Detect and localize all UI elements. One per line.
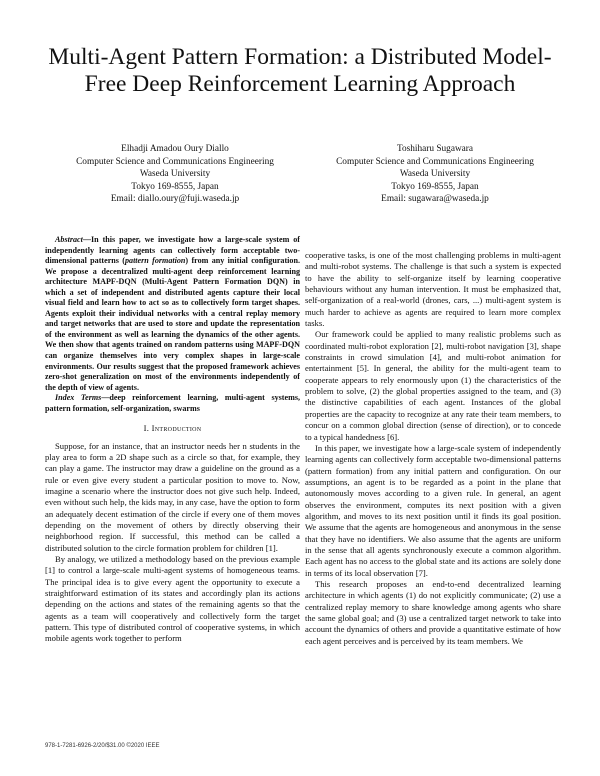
- left-column: [45, 235, 300, 645]
- author-email: Email: diallo.oury@fuji.waseda.jp: [110, 194, 240, 205]
- body-paragraph: cooperative tasks, is one of the most challenging problems in multi-agent and multi-robot systems. The challenge is that such a system is expected to have the ability to self-organize itself by learning cooperative behaviours without any human intervention. It must be emphasized that, self-organization of a real-world (drones, cars, ...) multi-agent system is much harder to achieve as agents are required to learn more complex tasks.: [305, 250, 561, 329]
- section-heading-introduction: I. Introduction: [143, 423, 202, 434]
- author-address: Tokyo 169-8555, Japan: [131, 181, 219, 192]
- author-department: Computer Science and Communications Engineering: [76, 156, 274, 167]
- index-terms-text: —deep reinforcement learning, multi-agent systems, pattern formation, self-organization, swarms: [45, 393, 300, 413]
- abstract-lead: Abstract: [55, 235, 83, 244]
- abstract-emphasis: pattern formation: [124, 256, 186, 266]
- paper-title: Multi-Agent Pattern Formation: a Distributed Model-Free Deep Reinforcement Learning Approach: [48, 44, 552, 97]
- index-terms-lead: Index Terms: [55, 393, 102, 403]
- author-block-2: [300, 143, 570, 206]
- copyright-footer: 978-1-7281-6926-2/20/$31.00 ©2020 IEEE: [45, 743, 160, 749]
- author-university: Waseda University: [399, 169, 471, 180]
- body-paragraph: In this paper, we investigate how a large-scale system of independently learning agents can collectively form acceptable two-dimensional patterns (pattern formation) from any initial pattern and configuration. On our assumptions, an agent is to be regarded as a point in the plane that autonomously moves according to a given rule. In general, an agent observes the environment, computes its next position with a given algorithm, and moves to its next position until it finds its goal position. We assume that the agents are homogeneous and anonymous in the sense that they have no identifiers. We also assume that the agents are uniform in the sense that all agents synchronously execute a common algorithm. Each agent has no access to the global state and its actions are solely done in terms of its local observation [7].: [305, 442, 561, 578]
- author-address: Tokyo 169-8555, Japan: [391, 181, 479, 192]
- author-department: Computer Science and Communications Engineering: [336, 156, 534, 167]
- author-name: Elhadji Amadou Oury Diallo: [121, 144, 229, 154]
- body-paragraph: Our framework could be applied to many realistic problems such as coordinated multi-robot exploration [2], multi-robot navigation [3], shape constraints in crowd simulation [4], and multi-robot animation for entertainment [5]. In general, the ability for the multi-agent team to cooperate appears to rely enormously upon (1) the characteristics of the problem to solve, (2) the global properties assigned to the team, and (3) the distinctive capabilities of each agent. Instances of the global properties are the capacity to recognize at any rate their team members, to concur on a common global direction (sense of direction), or to concede to a typical handedness [6].: [305, 329, 561, 442]
- right-column: [305, 250, 561, 647]
- author-university: Waseda University: [139, 169, 211, 180]
- author-email: Email: sugawara@waseda.jp: [381, 194, 489, 205]
- body-paragraph: This research proposes an end-to-end decentralized learning architecture in which agents (1) do not explicitly communicate; (2) use a centralized replay memory to share knowledge among agents who share the same global goal; and (3) use a centralized target network to take into account the dynamics of others and provide a quantitative estimate of how each agent perceives and is perceived by its team members. We: [305, 578, 561, 646]
- abstract: [45, 235, 300, 393]
- body-paragraph: By analogy, we utilized a methodology based on the previous example [1] to control a large-scale multi-agent systems of homogeneous teams. The principal idea is to give every agent the opportunity to execute a straightforward estimation of its states and accordingly plan its actions depending on the actions and states of the remaining agents so that the agents as a team will cooperatively and collectively form the target pattern. This type of distributed control of cooperative systems, in which mobile agents work together to perform: [45, 554, 300, 644]
- body-paragraph: Suppose, for an instance, that an instructor needs her n students in the play area to form a 2D shape such as a circle so that, for example, they can play a game. The instructor may draw a guideline on the ground as a rule or even give every student a particular position to move to. Now, imagine a scenario where the instructor does not give such help. Indeed, even without such help, the kids may, in any case, have the option to form an adequately decent estimation of the circle if every one of them moves depending on the movement of others by directly observing their neighborhood region. If successful, this method can be called a distributed solution to the circle formation problem for children [1].: [45, 440, 300, 553]
- abstract-text-2: ) from any initial configuration. We propose a decentralized multi-agent deep reinforcement learning architecture MAPF-DQN (Multi-Agent Pattern Formation DQN) in which a set of independent and distributed agents capture their local visual field and learn how to act so as to collectively form target shapes. Agents exploit their individual networks with a central replay memory and target networks that are used to store and update the representation of the environment as well as learning the dynamics of the other agents. We then show that agents trained on random patterns using MAPF-DQN can organize themselves into very complex shapes in large-scale environments. Our results suggest that the proposed framework achieves zero-shot generalization on most of the environments independently of the depth of view of agents.: [45, 256, 300, 392]
- author-name: Toshiharu Sugawara: [396, 144, 474, 154]
- author-block-1: [40, 143, 310, 206]
- abstract-text-1: —In this paper, we investigate how a large-scale system of independently learning agents can collectively form acceptable two-dimensional patterns (: [45, 235, 300, 266]
- index-terms: [45, 393, 300, 414]
